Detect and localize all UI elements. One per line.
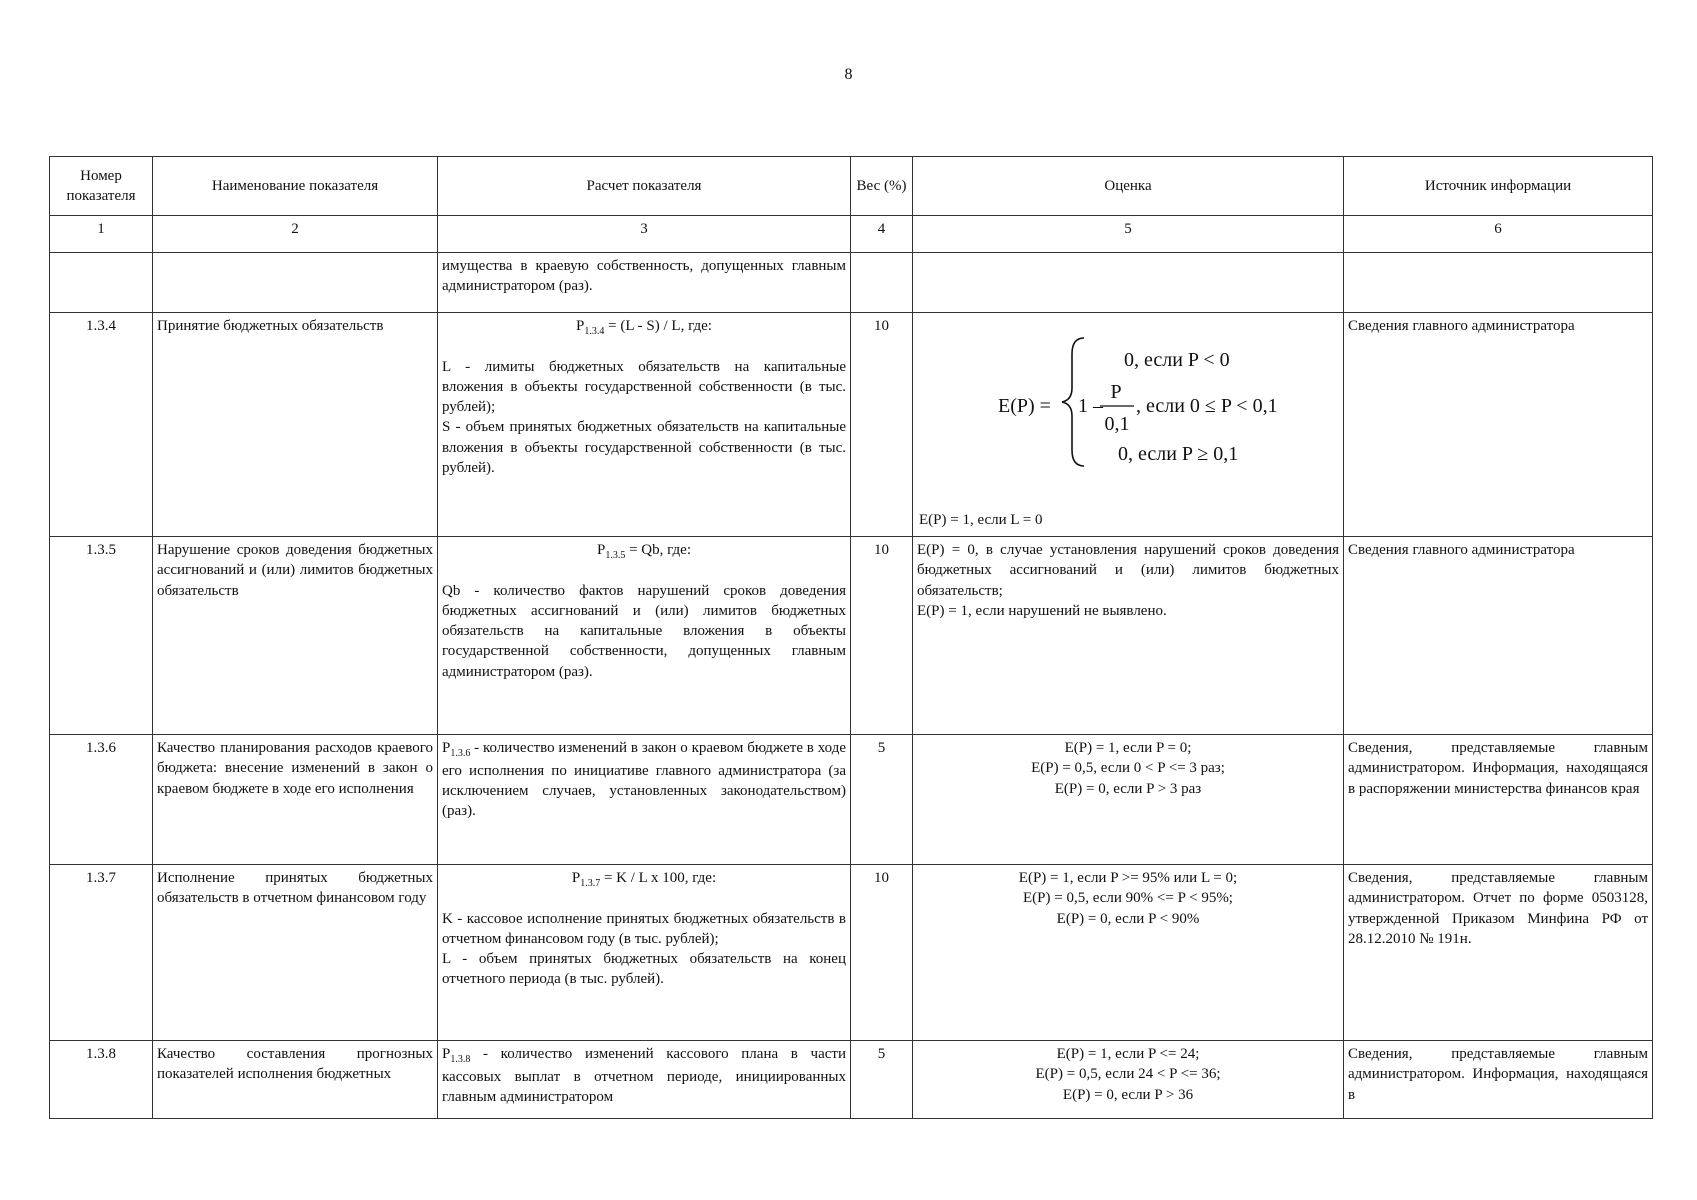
indicator-source: Сведения главного администратора: [1344, 313, 1653, 537]
calc-definition: - количество изменений в закон о краевом бюджете в ходе его исполнения по инициативе главного администратора (за исключением случаев, установленных законодательством) (раз).: [442, 740, 846, 819]
indicator-name: Принятие бюджетных обязательств: [153, 313, 438, 537]
indicator-number: 1.3.4: [50, 313, 153, 537]
formula-subscript: 1.3.6: [450, 748, 471, 759]
calc-definition-s: S - объем принятых бюджетных обязательств на капитальные вложения в объекты государственной собственности (в тыс. рублей).: [442, 419, 846, 476]
formula-lhs: E(P) =: [998, 395, 1051, 417]
indicator-evaluation: E(P) = 0, в случае установления нарушений сроков доведения бюджетных ассигнований и (или) лимитов бюджетных обязательств; E(P) = 1, если нарушений не выявлено.: [913, 537, 1344, 735]
formula-fraction-num: P: [1110, 381, 1122, 403]
table-row: [50, 1041, 1653, 1119]
formula-var: P: [576, 318, 585, 334]
indicator-weight: 10: [851, 537, 913, 735]
calc-formula: [442, 316, 846, 339]
cell-empty: [50, 253, 153, 313]
indicator-source: Сведения главного администратора: [1344, 537, 1653, 735]
page-number: 8: [844, 66, 853, 83]
column-number: 1: [50, 216, 153, 253]
indicator-name: Исполнение принятых бюджетных обязательств в отчетном финансовом году: [153, 865, 438, 1041]
column-number: 3: [438, 216, 851, 253]
indicator-number: 1.3.5: [50, 537, 153, 735]
formula-case-1: 0, если P < 0: [1124, 349, 1230, 371]
indicator-calc: [438, 1041, 851, 1119]
header-number: Номер показателя: [50, 157, 153, 216]
formula-text: = (L - S) / L, где:: [604, 318, 712, 334]
cell-empty: [153, 253, 438, 313]
indicator-calc: [438, 537, 851, 735]
header-evaluation: Оценка: [913, 157, 1344, 216]
cell-empty: [851, 253, 913, 313]
formula-text: = K / L x 100, где:: [600, 870, 717, 886]
table-row: [50, 537, 1653, 735]
indicator-calc: [438, 865, 851, 1041]
indicator-number: 1.3.7: [50, 865, 153, 1041]
calc-formula: [442, 868, 846, 891]
indicator-evaluation: E(P) = 1, если P <= 24; E(P) = 0,5, если 24 < P <= 36; E(P) = 0, если P > 36: [913, 1041, 1344, 1119]
formula-subscript: 1.3.7: [580, 878, 601, 889]
formula-text: = Qb, где:: [625, 542, 691, 558]
formula-subscript: 1.3.4: [584, 326, 605, 337]
header-calc: Расчет показателя: [438, 157, 851, 216]
formula-var: P: [442, 740, 451, 756]
header-name: Наименование показателя: [153, 157, 438, 216]
formula-case-2-suffix: , если 0 ≤ P < 0,1: [1136, 395, 1278, 417]
table-row: [50, 865, 1653, 1041]
indicator-number: 1.3.6: [50, 735, 153, 865]
calc-definition: Qb - количество фактов нарушений сроков доведения бюджетных ассигнований и (или) лимитов бюджетных обязательств на капитальные вложения в объекты государственной собственности, допущенных главным администратором (раз).: [442, 582, 846, 680]
indicator-weight: 5: [851, 735, 913, 865]
indicator-weight: 5: [851, 1041, 913, 1119]
cell-empty: [913, 253, 1344, 313]
indicator-name: Нарушение сроков доведения бюджетных ассигнований и (или) лимитов бюджетных обязательств: [153, 537, 438, 735]
indicator-name: Качество планирования расходов краевого бюджета: внесение изменений в закон о краевом бюджете в ходе его исполнения: [153, 735, 438, 865]
column-number: 4: [851, 216, 913, 253]
column-number: 5: [913, 216, 1344, 253]
formula-fraction-den: 0,1: [1104, 413, 1130, 435]
table-row-continuation: [50, 253, 1653, 313]
calc-formula: [442, 540, 846, 563]
formula-case-2-prefix: 1 –: [1078, 395, 1103, 417]
indicator-evaluation: E(P) = 1, если P = 0; E(P) = 0,5, если 0 < P <= 3 раз; E(P) = 0, если P > 3 раз: [913, 735, 1344, 865]
indicator-calc: [438, 735, 851, 865]
formula-var: P: [571, 870, 581, 886]
indicator-evaluation: E(P) = 1, если P >= 95% или L = 0; E(P) = 0,5, если 90% <= P < 95%; E(P) = 0, если P < 90%: [913, 865, 1344, 1041]
calc-continuation: имущества в краевую собственность, допущенных главным администратором (раз).: [438, 253, 851, 313]
indicator-evaluation: [913, 313, 1344, 537]
indicator-source: Сведения, представляемые главным администратором. Информация, находящаяся в распоряжении министерства финансов края: [1344, 735, 1653, 865]
calc-definition: - количество изменений кассового плана в части кассовых выплат в отчетном периоде, инициированных главным администратором: [442, 1046, 846, 1105]
table-row: [50, 735, 1653, 865]
formula-subscript: 1.3.5: [605, 550, 626, 561]
indicators-table: [49, 156, 1653, 1119]
evaluation-extra: E(P) = 1, если L = 0: [919, 511, 1043, 528]
indicator-source: Сведения, представляемые главным администратором. Информация, находящаяся в: [1344, 1041, 1653, 1119]
formula-case-3: 0, если P ≥ 0,1: [1118, 443, 1239, 465]
calc-definition-l: L - объем принятых бюджетных обязательств на конец отчетного периода (в тыс. рублей).: [442, 951, 846, 988]
indicator-source: Сведения, представляемые главным администратором. Отчет по форме 0503128, утвержденной Приказом Минфина РФ от 28.12.2010 № 191н.: [1344, 865, 1653, 1041]
indicator-weight: 10: [851, 865, 913, 1041]
formula-subscript: 1.3.8: [450, 1054, 471, 1065]
header-weight: Вес (%): [851, 157, 913, 216]
calc-definition-k: K - кассовое исполнение принятых бюджетных обязательств в отчетном финансовом году (в тыс. рублей);: [442, 910, 846, 947]
formula-var: P: [597, 542, 606, 558]
formula-var: P: [442, 1046, 451, 1062]
column-numbers-row: [50, 216, 1653, 253]
column-number: 6: [1344, 216, 1653, 253]
indicator-calc: [438, 313, 851, 537]
indicator-name: Качество составления прогнозных показателей исполнения бюджетных: [153, 1041, 438, 1119]
column-number: 2: [153, 216, 438, 253]
indicator-number: 1.3.8: [50, 1041, 153, 1119]
cell-empty: [1344, 253, 1653, 313]
table-header-row: [50, 157, 1653, 216]
calc-definition-l: L - лимиты бюджетных обязательств на капитальные вложения в объекты государственной собственности (в тыс. рублей);: [442, 358, 846, 415]
header-source: Источник информации: [1344, 157, 1653, 216]
indicator-weight: 10: [851, 313, 913, 537]
table-row: [50, 313, 1653, 537]
piecewise-formula: [938, 320, 1318, 480]
